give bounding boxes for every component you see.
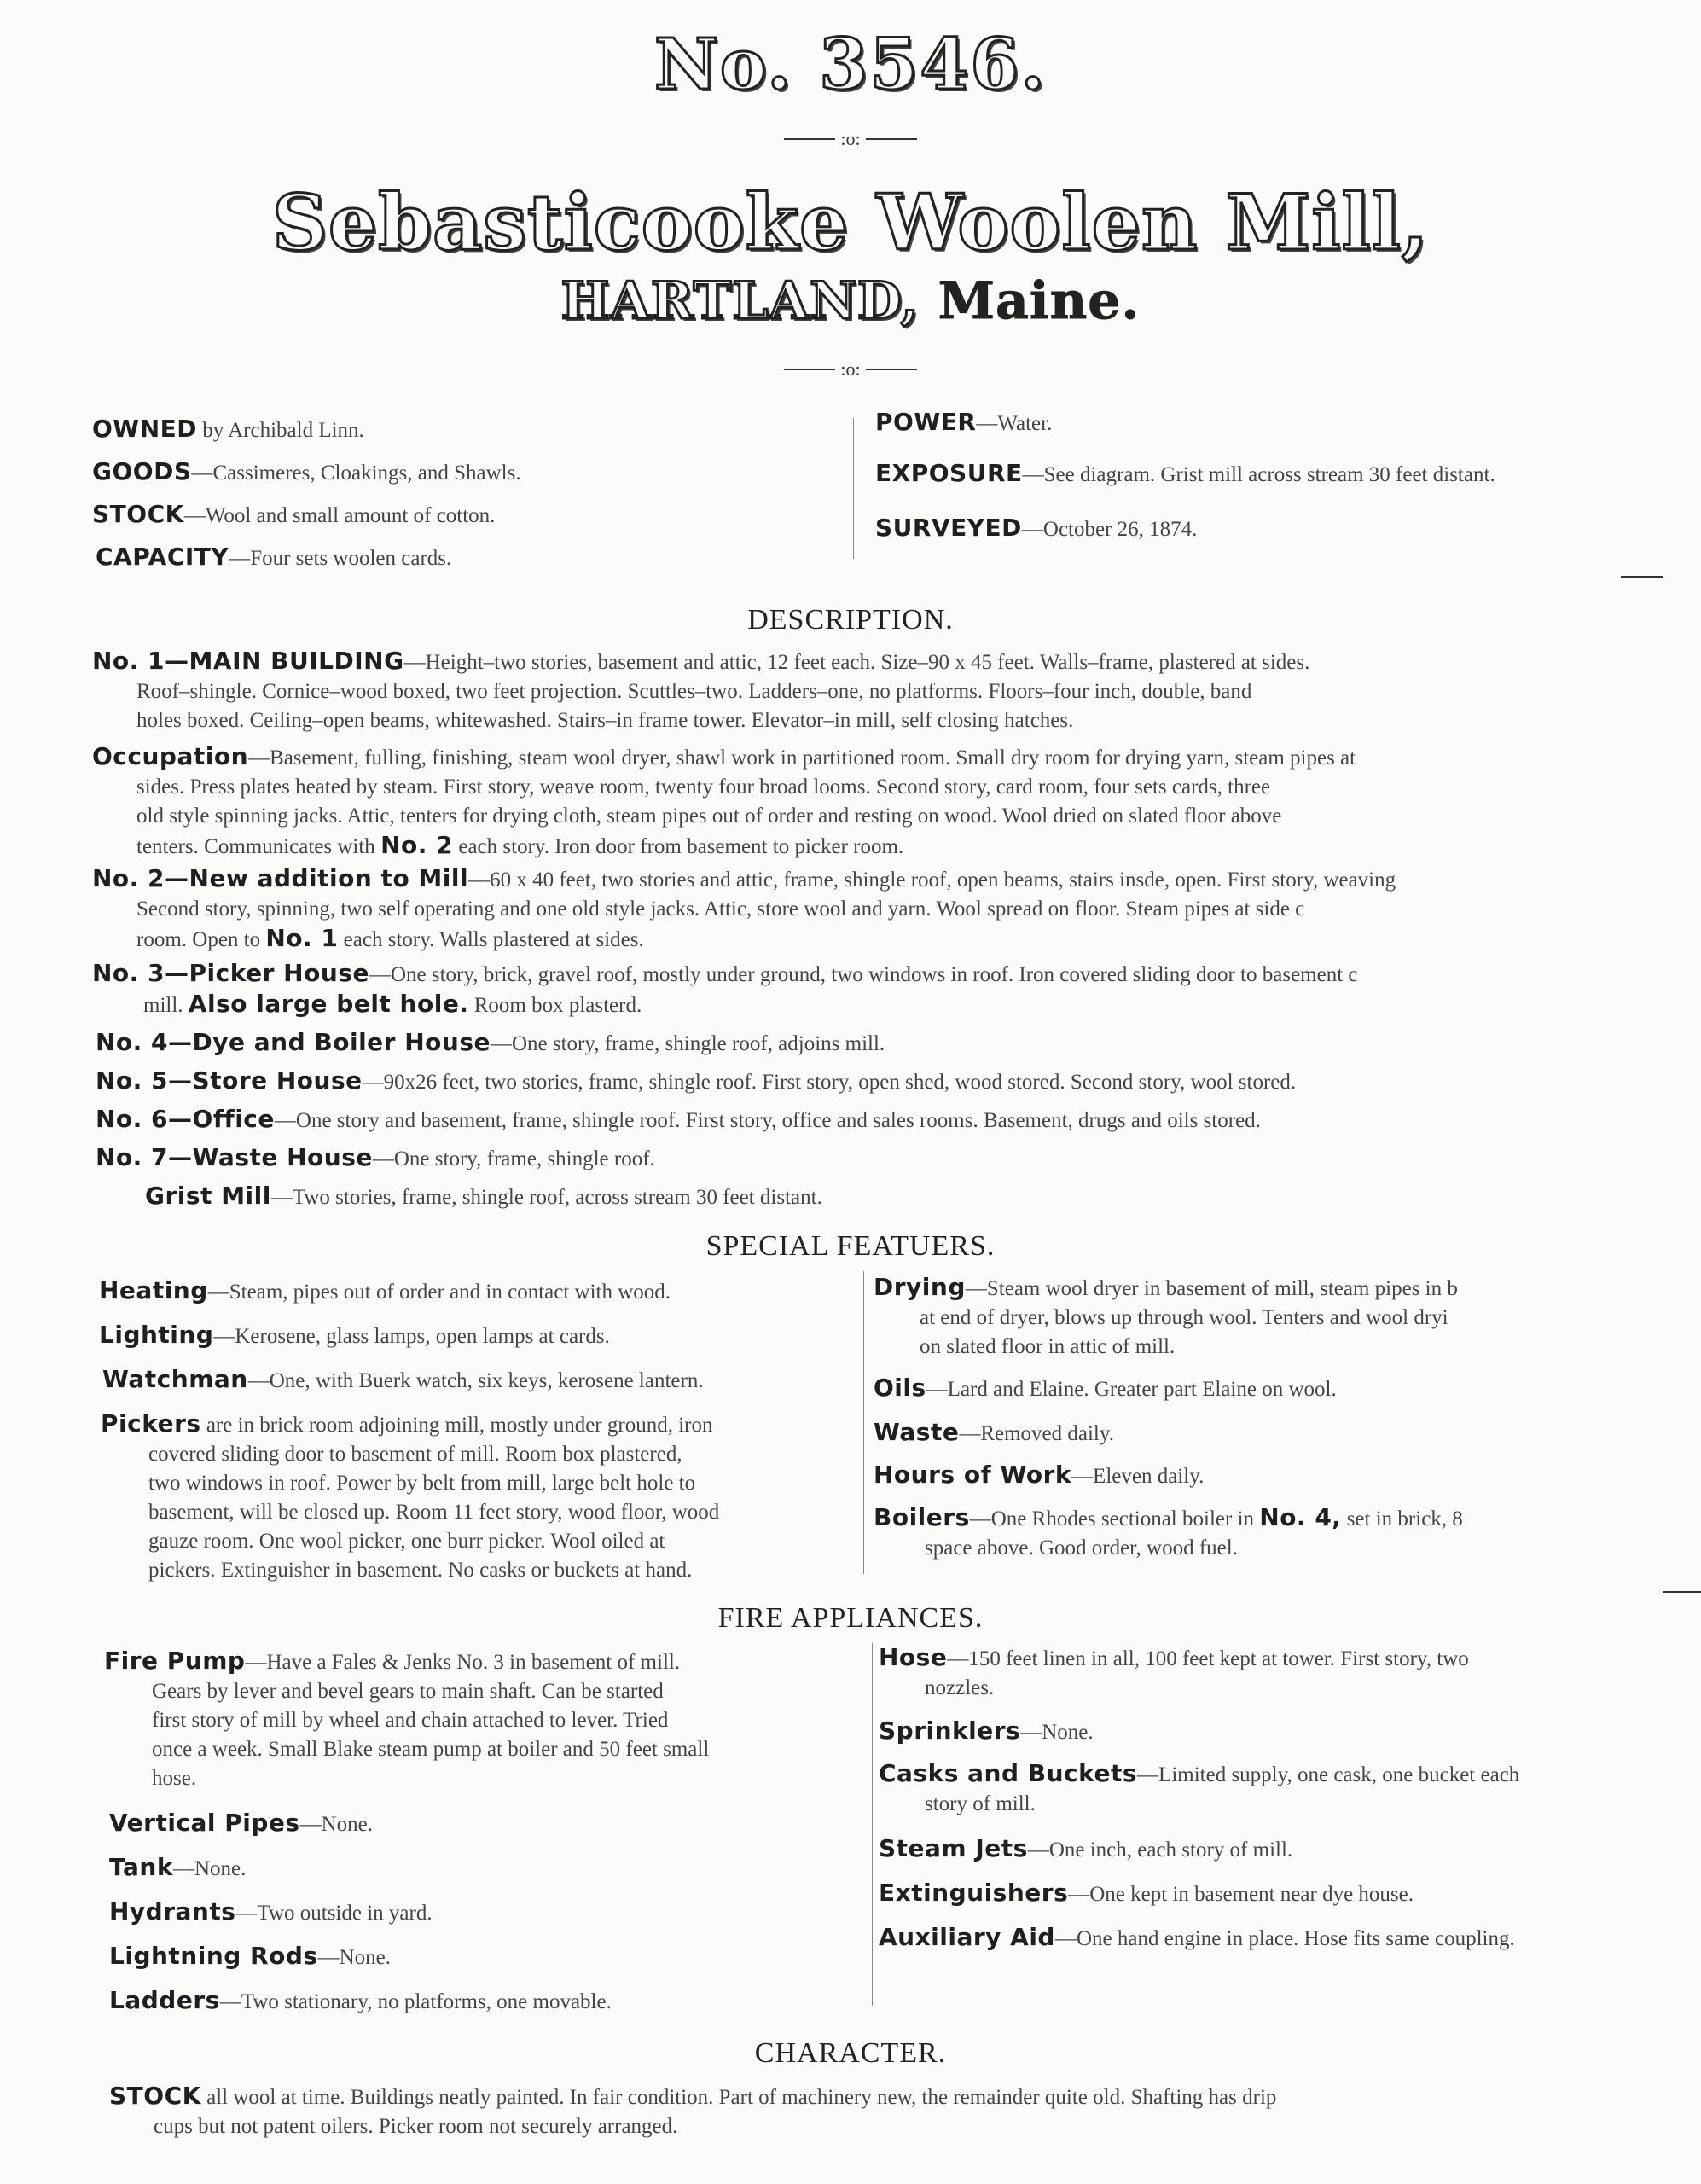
exposure-label: EXPOSURE <box>875 459 1023 487</box>
margin-mark-1 <box>1621 576 1663 578</box>
drying-line3: on slated floor in attic of mill. <box>920 1335 1176 1358</box>
no7-text: —One story, frame, shingle roof. <box>372 1147 655 1170</box>
no3-line2a: mill. <box>143 994 189 1017</box>
no1-entry <box>92 647 1309 735</box>
stock-text: —Wool and small amount of cotton. <box>183 504 496 527</box>
no1-line3: holes boxed. Ceiling–open beams, whitewashed. Stairs–in frame tower. Elevator–in mill, self closing hatches. <box>136 709 1074 732</box>
tank-text: —None. <box>172 1857 247 1880</box>
oils-text: —Lard and Elaine. Greater part Elaine on wool. <box>926 1378 1337 1401</box>
stock-line <box>92 500 495 531</box>
goods-line <box>92 457 521 488</box>
grist-mill-label: Grist Mill <box>145 1182 271 1210</box>
no3-entry <box>92 959 1358 1020</box>
capacity-label: CAPACITY <box>96 543 229 571</box>
divider-2 <box>0 358 1701 380</box>
vertical-pipes-entry <box>109 1809 373 1839</box>
heating-label: Heating <box>99 1276 208 1304</box>
goods-label: GOODS <box>92 457 192 485</box>
casks-buckets-line1: —Limited supply, one cask, one bucket each <box>1137 1763 1520 1786</box>
pickers-label: Pickers <box>101 1409 201 1438</box>
steam-jets-entry <box>879 1834 1292 1865</box>
ladders-entry <box>109 1986 612 2017</box>
character-stock-label: STOCK <box>109 2082 201 2110</box>
boilers-entry <box>874 1503 1463 1563</box>
boilers-line1a: —One Rhodes sectional boiler in <box>969 1507 1260 1531</box>
pickers-line5: gauze room. One wool picker, one burr picker. Wool oiled at <box>148 1530 665 1553</box>
sprinklers-entry <box>879 1716 1094 1747</box>
fire-pump-line3: first story of mill by wheel and chain attached to lever. Tried <box>152 1709 669 1732</box>
special-column-rule <box>863 1271 864 1574</box>
occupation-line4c: each story. Iron door from basement to picker room. <box>453 835 904 858</box>
grist-mill-text: —Two stories, frame, shingle roof, across stream 30 feet distant. <box>270 1186 822 1209</box>
owned-label: OWNED <box>92 415 197 443</box>
lightning-rods-entry <box>109 1942 391 1972</box>
stock-label: STOCK <box>92 500 184 528</box>
character-heading: CHARACTER. <box>754 2037 947 2069</box>
state-name: Maine. <box>938 271 1141 331</box>
tank-entry <box>109 1853 246 1884</box>
boilers-line2: space above. Good order, wood fuel. <box>925 1536 1238 1560</box>
no6-text: —One story and basement, frame, shingle roof. First story, office and sales rooms. Basement, drugs and oils stored. <box>274 1109 1261 1132</box>
fire-pump-line4: once a week. Small Blake steam pump at boiler and 50 feet small <box>152 1738 710 1761</box>
heating-text: —Steam, pipes out of order and in contact with wood. <box>207 1281 671 1304</box>
town-line <box>0 271 1701 331</box>
no6-label: No. 6—Office <box>96 1105 275 1133</box>
owned-text: by Archibald Linn. <box>197 419 364 442</box>
occupation-entry <box>92 742 1356 862</box>
watchman-label: Watchman <box>102 1365 248 1393</box>
casks-buckets-entry <box>879 1759 1519 1819</box>
no7-label: No. 7—Waste House <box>96 1143 373 1171</box>
oils-label: Oils <box>874 1374 926 1402</box>
vertical-pipes-text: —None. <box>299 1813 373 1836</box>
no5-text: —90x26 feet, two stories, frame, shingle roof. First story, open shed, wood stored. Second story, wool stored. <box>362 1071 1297 1094</box>
lighting-entry <box>99 1321 610 1351</box>
lighting-label: Lighting <box>99 1321 214 1349</box>
surveyed-label: SURVEYED <box>875 514 1022 542</box>
hose-label: Hose <box>879 1643 948 1671</box>
drying-entry <box>874 1273 1458 1362</box>
pickers-line2: covered sliding door to basement of mill. Room box plastered, <box>148 1443 682 1466</box>
drying-line1: —Steam wool dryer in basement of mill, steam pipes in b <box>965 1277 1458 1300</box>
goods-text: —Cassimeres, Cloakings, and Shawls. <box>191 462 521 485</box>
divider-mark: :o: <box>840 358 861 380</box>
owned-line <box>92 415 364 445</box>
character-line2: cups but not patent oilers. Picker room not securely arranged. <box>154 2115 678 2138</box>
steam-jets-label: Steam Jets <box>879 1834 1028 1862</box>
pickers-line6: pickers. Extinguisher in basement. No casks or buckets at hand. <box>148 1559 693 1582</box>
lightning-rods-text: —None. <box>317 1946 391 1969</box>
auxiliary-aid-entry <box>879 1923 1515 1954</box>
no1-line1: —Height–two stories, basement and attic, 12 feet each. Size–90 x 45 feet. Walls–frame, plastered at sides. <box>403 651 1310 674</box>
casks-buckets-label: Casks and Buckets <box>879 1759 1138 1787</box>
occupation-line1: —Basement, fulling, finishing, steam wool dryer, shawl work in partitioned room. Small dry room for drying yarn, steam pipes at <box>248 746 1356 770</box>
extinguishers-text: —One kept in basement near dye house. <box>1068 1883 1414 1906</box>
casks-buckets-line2: story of mill. <box>925 1792 1036 1815</box>
no1-line2: Roof–shingle. Cornice–wood boxed, two feet projection. Scuttles–two. Ladders–one, no platforms. Floors–four inch, double, band <box>136 680 1252 703</box>
extinguishers-label: Extinguishers <box>879 1879 1069 1907</box>
waste-entry <box>874 1418 1114 1449</box>
oils-entry <box>874 1374 1337 1404</box>
boilers-line1c: set in brick, 8 <box>1341 1507 1463 1531</box>
occupation-line2: sides. Press plates heated by steam. First story, weave room, twenty four broad looms. Second story, card room, four sets cards, three <box>136 775 1271 799</box>
fire-pump-entry <box>104 1647 709 1793</box>
no2-line3c: each story. Walls plastered at sides. <box>338 928 644 951</box>
power-label: POWER <box>875 408 977 436</box>
pickers-line3: two windows in roof. Power by belt from mill, large belt hole to <box>148 1472 696 1495</box>
surveyed-text: —October 26, 1874. <box>1021 518 1198 541</box>
exposure-line <box>875 459 1495 490</box>
no6-entry <box>96 1105 1261 1136</box>
no2-line2: Second story, spinning, two self operating and one old style jacks. Attic, store wool and yarn. Wool spread on floor. Steam pipes at side c <box>136 897 1305 921</box>
town-name: HARTLAND, <box>560 271 920 331</box>
no5-entry <box>96 1066 1296 1097</box>
mill-name: Sebasticooke Woolen Mill, <box>271 177 1430 268</box>
capacity-text: —Four sets woolen cards. <box>229 547 452 570</box>
power-text: —Water. <box>976 412 1053 435</box>
sprinklers-text: —None. <box>1020 1721 1094 1744</box>
hose-line1: —150 feet linen in all, 100 feet kept at tower. First story, two <box>947 1647 1469 1670</box>
hours-label: Hours of Work <box>874 1461 1072 1489</box>
no2-entry <box>92 864 1396 955</box>
pickers-entry <box>101 1409 719 1585</box>
occupation-ref-no2: No. 2 <box>380 831 454 859</box>
ladders-label: Ladders <box>109 1986 220 2014</box>
fire-pump-label: Fire Pump <box>104 1647 246 1675</box>
pickers-line4: basement, will be closed up. Room 11 feet story, wood floor, wood <box>148 1501 720 1524</box>
special-features-heading: SPECIAL FEATUERS. <box>705 1230 996 1262</box>
waste-label: Waste <box>874 1418 960 1446</box>
occupation-line4a: tenters. Communicates with <box>136 835 381 858</box>
exposure-text: —See diagram. Grist mill across stream 30 feet distant. <box>1022 463 1495 486</box>
waste-text: —Removed daily. <box>959 1422 1115 1445</box>
hours-entry <box>874 1461 1204 1491</box>
lightning-rods-label: Lightning Rods <box>109 1942 318 1970</box>
divider-1 <box>0 128 1701 150</box>
tank-label: Tank <box>109 1853 173 1881</box>
no2-line3a: room. Open to <box>136 928 266 951</box>
no4-entry <box>96 1028 885 1059</box>
no3-line1: —One story, brick, gravel roof, mostly under ground, two windows in roof. Iron covered sliding door to basement c <box>369 963 1358 986</box>
pickers-line1: are in brick room adjoining mill, mostly under ground, iron <box>200 1414 713 1437</box>
watchman-text: —One, with Buerk watch, six keys, kerosene lantern. <box>247 1369 704 1392</box>
no2-ref-no1: No. 1 <box>265 924 339 952</box>
occupation-line3: old style spinning jacks. Attic, tenters for drying cloth, steam pipes out of order and resting on wood. Wool dried on slated floor above <box>136 804 1282 828</box>
vertical-pipes-label: Vertical Pipes <box>109 1809 300 1837</box>
sprinklers-label: Sprinklers <box>879 1716 1021 1745</box>
hydrants-label: Hydrants <box>109 1897 236 1926</box>
divider-mark: :o: <box>840 128 861 149</box>
fire-appliances-heading: FIRE APPLIANCES. <box>717 1602 984 1634</box>
occupation-label: Occupation <box>92 742 249 770</box>
hose-line2: nozzles. <box>925 1676 995 1699</box>
hydrants-text: —Two outside in yard. <box>235 1902 433 1925</box>
no3-label: No. 3—Picker House <box>92 959 369 987</box>
survey-number: No. 3546. <box>653 24 1048 106</box>
drying-label: Drying <box>874 1273 966 1301</box>
capacity-line <box>96 543 451 573</box>
no1-label: No. 1—MAIN BUILDING <box>92 647 404 675</box>
no4-label: No. 4—Dye and Boiler House <box>96 1028 491 1056</box>
boilers-ref-no4: No. 4, <box>1259 1503 1342 1531</box>
hose-entry <box>879 1643 1469 1703</box>
no3-belt-hole: Also large belt hole. <box>188 990 469 1018</box>
surveyed-line <box>875 514 1197 544</box>
grist-mill-entry <box>145 1182 822 1212</box>
hours-text: —Eleven daily. <box>1071 1465 1205 1488</box>
fire-column-rule <box>872 1643 873 2006</box>
no4-text: —One story, frame, shingle roof, adjoins mill. <box>490 1032 885 1055</box>
fire-pump-line2: Gears by lever and bevel gears to main shaft. Can be started <box>152 1680 664 1703</box>
no2-line1: —60 x 40 feet, two stories and attic, frame, shingle roof, open beams, stairs insde, open. First story, weaving <box>468 868 1396 892</box>
watchman-entry <box>102 1365 704 1396</box>
hydrants-entry <box>109 1897 433 1928</box>
drying-line2: at end of dryer, blows up through wool. Tenters and wool dryi <box>920 1306 1448 1329</box>
summary-column-rule <box>853 418 854 559</box>
heating-entry <box>99 1276 671 1307</box>
no3-line2c: Room box plasterd. <box>468 994 642 1017</box>
no5-label: No. 5—Store House <box>96 1066 363 1095</box>
character-line1: all wool at time. Buildings neatly painted. In fair condition. Part of machinery new, the remainder quite old. Shafting has drip <box>200 2086 1277 2109</box>
ladders-text: —Two stationary, no platforms, one movable. <box>219 1990 612 2013</box>
fire-pump-line1: —Have a Fales & Jenks No. 3 in basement of mill. <box>245 1651 681 1674</box>
lighting-text: —Kerosene, glass lamps, open lamps at cards. <box>213 1325 610 1348</box>
character-entry <box>109 2082 1276 2141</box>
power-line <box>875 408 1052 439</box>
no7-entry <box>96 1143 655 1174</box>
boilers-label: Boilers <box>874 1503 970 1531</box>
no2-label: No. 2—New addition to Mill <box>92 864 469 892</box>
auxiliary-aid-text: —One hand engine in place. Hose fits same coupling. <box>1054 1927 1515 1950</box>
fire-pump-line5: hose. <box>152 1767 197 1790</box>
steam-jets-text: —One inch, each story of mill. <box>1027 1838 1293 1862</box>
extinguishers-entry <box>879 1879 1414 1909</box>
margin-mark-2 <box>1663 1591 1701 1593</box>
description-heading: DESCRIPTION. <box>747 604 954 636</box>
auxiliary-aid-label: Auxiliary Aid <box>879 1923 1055 1951</box>
